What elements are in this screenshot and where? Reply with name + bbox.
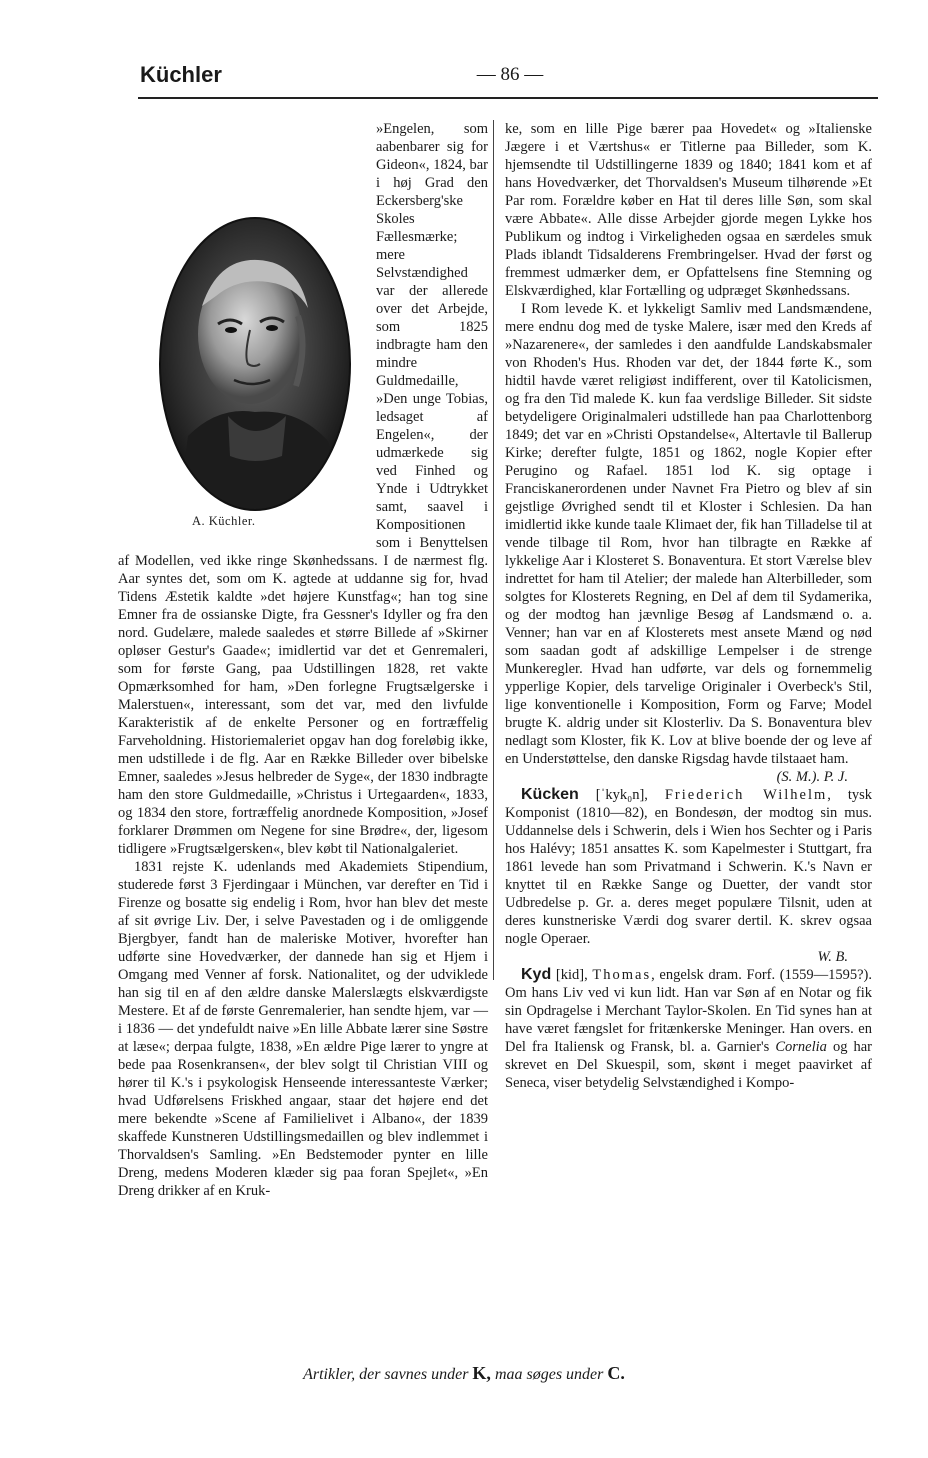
signature-2: W. B. (817, 949, 848, 965)
left-paragraph-2: 1831 rejste K. udenlands med Akademiets Stipendium, studerede først 3 Fjerdingaar i München, var derefter en Tid i Firenze og bosatte sig endelig i Rom, hvor han blev det meste af sit øvrige Liv. Der, i selve Pavestaden og i de omliggende Bjergbyer, fandt han de maleriske Motiver, hvorefter han udførte sine Hovedværker, der dannede han sig et Hjem i Omgang med Venner af forsk. Nationalitet, og der udviklede han sig til en af den ældre danske Malerslægts elskværdigste Mestere. Et af de første Genremalerier, han sendte hjem, var — i 1836 — det yndefuldt naive »En lille Abbate lærer sine Søstre at læse«; derpaa fulgte, 1838, »En ældre Pige lærer to yngre at bede paa Rosenkransen«, der blev solgt til Christian VIII og hører til K.'s i psykologisk Henseende interessanteste Værker; hvad Udførelsens Friskhed angaar, staar det højere end det mere bekendte »Scene af Familielivet i Albano«, der 1839 skaffede Kunstneren Udstillingsmedaillen og blev indlemmet i Thorvaldsen's Samling. »En Bedstemoder pynter en lille Dreng, medens Moderen klæder sig paa foran Spejlet«, »En Dreng drikker af en Kruk- (118, 859, 488, 1199)
right-paragraph-2: I Rom levede K. et lykkeligt Samliv med Landsmændene, mere endnu dog med de tyske Malere, især med den Kreds af »Nazarenere«, der samledes i den aandfulde Landskabsmaler von Rhoden's Hus. Rhoden var det, der 1844 førte K., som hidtil havde været religiøst indifferent, over til Katolicismen, og fra den Tid malede K. kun faa verdslige Billeder. Sit sidste betydeligere Originalmaleri udstillede han paa Charlottenborg 1849; det var en »Christi Opstandelse«, Altertavle til Ballerup Kirke; derefter fulgte, 1851 og 1862, nogle Kopier efter Perugino og Rafael. 1851 lod K. sig optage i Franciskanerordenen under Navnet Fra Pietro og blev af sin gejstlige Øvrighed sendt til et Kloster i Schlesien. Da han imidlertid ikke kunde taale Klimaet der, fik han Tilladelse til at vende tilbage til Rom, hvor han tilbragte en Række af lykkelige Aar i Klosteret S. Bonaventura. Et stort Værelse blev indrettet for ham til Atelier; der malede han Alterbilleder, som solgtes for Klosterets Regning, en Del af dem til Sydamerika, og der modtog han jævnlige Besøg af Landsmænd o. a. Venner; han var en af Klosterets mest ansete Mænd og nød som saadan godt af adskillige Lempelser i de strenge Munkeregler. Hvad han udførte, var dels og fornemmelig ypperlige Kopier, dels tarvelige Originaler i Overbeck's Stil, lige konventionelle i Komposition, Form og Farve; Model brugte K. aldrig under sit Klosterliv. Da S. Bonaventura blev nedlagt som Kloster, fik K. Lov at blive boende der og leve af en Understøttelse, den danske Rigsdag havde tilstaaet ham. (505, 301, 872, 767)
entry-kucken-name: Friederich Wilhelm (664, 787, 828, 803)
entry-kucken (505, 786, 872, 948)
entry-kyd (505, 966, 872, 1092)
footer-letter-c: C. (607, 1363, 625, 1383)
entry-kyd-work-title: Cornelia (775, 1039, 827, 1055)
page-number: — 86 — (476, 64, 544, 85)
column-divider (493, 120, 494, 980)
footer-text-before: Artikler, der savnes under (303, 1366, 473, 1383)
entry-kyd-pronunciation: [kid], (551, 967, 593, 983)
portrait-caption: A. Küchler. (192, 514, 256, 528)
portrait-figure (118, 120, 370, 548)
right-paragraph-1: ke, som en lille Pige bærer paa Hovedet« og »Italienske Jægere i et Værtshus« er Titlerne paa Billeder, som K. hjemsendte til Udstillingerne 1839 og 1840; 1841 kom et af hans Hovedværker, det Thorvaldsen's Museum tilhørende »Et Par rom. Forældre køber en Hat til deres lille Søn, som skal være Abbate«. Alle disse Arbejder gjorde megen Lykke hos Publikum og indtog i Virkeligheden ogsaa en særdeles smuk Plads iblandt Tidsalderens Frembringelser. Hvad der først og fremmest udmærker dem, er Opfattelsens fine Stemning og Elskværdighed, klar Fortælling og udpræget Skønhedssans. (505, 121, 872, 299)
entry-kyd-head: Kyd (521, 966, 552, 983)
page-header (140, 58, 875, 94)
right-column (505, 120, 872, 1092)
running-head-word: Küchler (140, 62, 222, 87)
portrait-engraving (158, 216, 352, 512)
entry-kyd-name: Thomas (592, 967, 652, 983)
entry-kucken-body: , tysk Komponist (1810—82), en Bondesøn, der modtog sin mus. Uddannelse dels i Schwerin, dels i Wien hos Sechter og i Paris hos Halévy; 1851 ansattes K. som Kapelmester i Stuttgart, fra 1861 levede han som Privatmand i Schwerin. K.'s Navn er knyttet til en Række Sange og Duetter, der vandt stor Udbredelse p. Gr. a. deres meget populære Tilsnit, uden at deres kunstneriske Værdi dog svarer dertil. K. skrev ogsaa nogle Operaer. (505, 787, 872, 947)
entry-kucken-head: Kücken (521, 786, 579, 803)
page-footer-note (0, 1363, 928, 1384)
left-paragraph-1: »Engelen, som aabenbarer sig for Gideon«, 1824, bar i høj Grad den Eckersberg'ske Skoles Fællesmærke; mere Selvstændighed var der allerede over det Arbejde, som 1825 indbragte ham den mindre Guldmedaille, »Den unge Tobias, ledsaget af Engelen«, der udmærkede sig ved Finhed og Ynde i Udtrykket samt, saavel i Kompositionen som i Benyttelsen af Modellen, ved ikke ringe Skønhedssans. I de nærmest flg. Aar syntes det, som om K. agtede at uddanne sig for, hvad Tidens Æstetik kaldte »det højere Kunstfag«; han tog sine Emner fra de ossianske Digte, fra Gessner's Idyller og fra den nord. Gudelære, malede saaledes et større Billede af »Skirner opløser Gestur's Gaade«; imidlertid var det et Genremaleri, som for første Gang, paa Udstillingen 1828, ret vakte Opmærksomhed for ham, »Den forlegne Frugtsælgerske i Malerstuen«, interessant, som det var, med den livfulde Karakteristik af de enkelte Personer og en fortræffelig Farveholdning. Historiemaleriet opgav han dog foreløbig ikke, men udstillede i de flg. Aar en Række Billeder over bibelske Emner, saaledes »Jesus helbreder de Syge«, der 1830 indbragte ham den store Guldmedaille, »Christus i Urtegaarden«, 1833, og 1834 den store, fortræffelig anordnede Komposition, »Josef forklarer Drømmen om Negene for sine Brødre«, der, ligesom tidligere »Frugtsælgersken«, blev købt til Nationalgaleriet. (118, 121, 488, 857)
entry-kyd-body-2: og har skrevet en Del Skuespil, som, skønt i meget paavirket af Seneca, viser betydelig Selvstændighed i Kompo- (505, 1039, 872, 1091)
entry-kucken-pronunciation: [ˈkyk₀n], (578, 787, 665, 803)
left-column (118, 120, 488, 1200)
signature-1: (S. M.). P. J. (776, 769, 848, 785)
footer-text-middle: maa søges under (490, 1366, 608, 1383)
footer-letter-k: K, (472, 1363, 491, 1383)
entry-kyd-body-1: , engelsk dram. Forf. (1559—1595?). Om hans Liv ved vi kun lidt. Han var Søn af en Notar og fik sin Opdragelse i Merchant Taylor-Skolen. En Tid synes han at have været fængslet for fritænkerske Meninger. Han overs. en Del fra Italiensk og Fransk, bl. a. Garnier's (505, 967, 872, 1055)
header-rule (138, 97, 878, 99)
